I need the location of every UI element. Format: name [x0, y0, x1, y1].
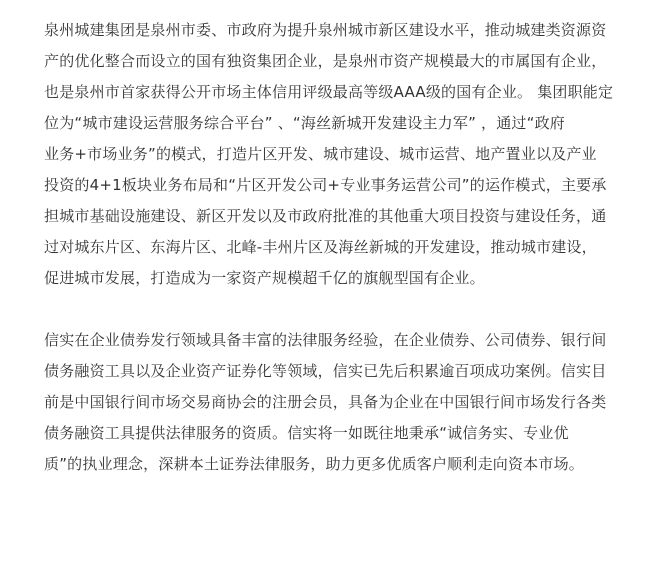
paragraph-line: 泉州城建集团是泉州市委、市政府为提升泉州城市新区建设水平，推动城建类资源资 — [44, 21, 607, 39]
paragraph-line: 投资的4+1板块业务布局和“片区开发公司+专业事务运营公司”的运作模式，主要承 — [44, 176, 607, 194]
paragraph-line: 债务融资工具以及企业资产证券化等领域，信实已先后积累逾百项成功案例。信实目 — [44, 362, 607, 380]
paragraph-line: 过对城东片区、东海片区、北峰-丰州片区及海丝新城的开发建设，推动城市建设， — [44, 238, 597, 256]
article-body — [44, 15, 634, 480]
paragraph-line: 业务+市场业务”的模式，打造片区开发、城市建设、城市运营、地产置业以及产业 — [44, 145, 597, 163]
paragraph-line: 前是中国银行间市场交易商协会的注册会员，具备为企业在中国银行间市场发行各类 — [44, 393, 607, 411]
paragraph-line: 债务融资工具提供法律服务的资质。信实将一如既往地秉承“诚信务实、专业优 — [44, 424, 569, 442]
paragraph-line: 担城市基础设施建设、新区开发以及市政府批准的其他重大项目投资与建设任务，通 — [44, 207, 607, 225]
paragraph-law-firm-experience — [44, 325, 634, 480]
paragraph-line: 位为“城市建设运营服务综合平台” 、“海丝新城开发建设主力军” ，通过“政府 — [44, 114, 565, 132]
paragraph-line: 促进城市发展，打造成为一家资产规模超千亿的旗舰型国有企业。 — [44, 269, 485, 287]
paragraph-city-construction-group — [44, 15, 634, 294]
paragraph-line: 质”的执业理念，深耕本土证券法律服务，助力更多优质客户顺利走向资本市场。 — [44, 455, 584, 473]
paragraph-line: 也是泉州市首家获得公开市场主体信用评级最高等级AAA级的国有企业。 集团职能定 — [44, 83, 614, 101]
paragraph-line: 信实在企业债券发行领域具备丰富的法律服务经验，在企业债券、公司债券、银行间 — [44, 331, 607, 349]
paragraph-line: 产的优化整合而设立的国有独资集团企业，是泉州市资产规模最大的市属国有企业， — [44, 52, 607, 70]
